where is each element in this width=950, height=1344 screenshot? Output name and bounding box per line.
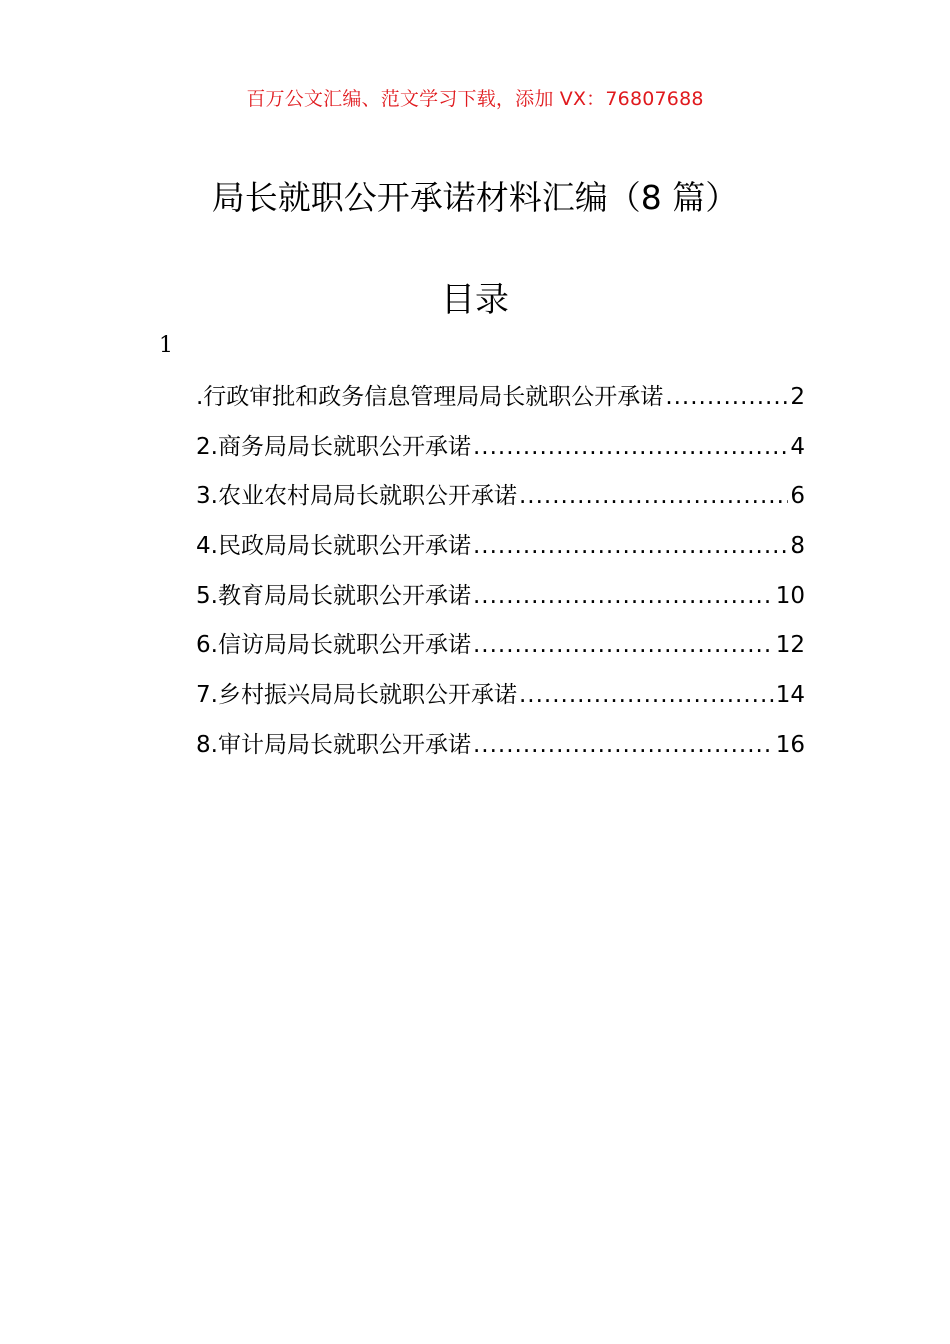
toc-entry-6[interactable] [196, 626, 805, 676]
table-of-contents [196, 378, 805, 776]
toc-dot-leader [519, 682, 774, 708]
toc-entry-page: 6 [790, 483, 805, 510]
toc-entry-5[interactable] [196, 577, 805, 627]
document-title: 局长就职公开承诺材料汇编（8 篇） [211, 178, 739, 217]
toc-entry-label: .行政审批和政务信息管理局局长就职公开承诺 [196, 384, 664, 410]
toc-entry-page: 2 [790, 384, 805, 410]
toc-entry-page: 14 [775, 682, 805, 709]
toc-entry-8[interactable] [196, 726, 805, 776]
toc-entry-page: 8 [790, 533, 805, 560]
toc-dot-leader [473, 583, 774, 609]
toc-entry-label: 7.乡村振兴局局长就职公开承诺 [196, 682, 517, 709]
toc-dot-leader [473, 732, 774, 758]
toc-entry-page: 10 [775, 582, 805, 609]
stray-number: 1 [159, 333, 173, 358]
toc-dot-leader [473, 632, 774, 658]
toc-entry-7[interactable] [196, 676, 805, 726]
toc-entry-3[interactable] [196, 477, 805, 527]
toc-entry-label: 6.信访局局长就职公开承诺 [196, 632, 471, 659]
toc-entry-1[interactable] [196, 378, 805, 428]
toc-entry-page: 12 [775, 632, 805, 659]
toc-entry-page: 4 [790, 433, 805, 460]
toc-dot-leader [665, 384, 788, 410]
toc-dot-leader [519, 483, 788, 509]
toc-entry-page: 16 [775, 731, 805, 758]
toc-entry-label: 8.审计局局长就职公开承诺 [196, 731, 471, 758]
toc-dot-leader [473, 533, 788, 559]
toc-entry-label: 2.商务局局长就职公开承诺 [196, 433, 471, 460]
toc-heading: 目录 [441, 280, 509, 320]
toc-entry-label: 3.农业农村局局长就职公开承诺 [196, 483, 517, 510]
toc-dot-leader [473, 434, 788, 460]
toc-entry-4[interactable] [196, 527, 805, 577]
toc-entry-2[interactable] [196, 428, 805, 478]
toc-entry-label: 5.教育局局长就职公开承诺 [196, 582, 471, 609]
toc-entry-label: 4.民政局局长就职公开承诺 [196, 533, 471, 560]
header-promo-note: 百万公文汇编、范文学习下载，添加 VX：76807688 [246, 88, 704, 110]
